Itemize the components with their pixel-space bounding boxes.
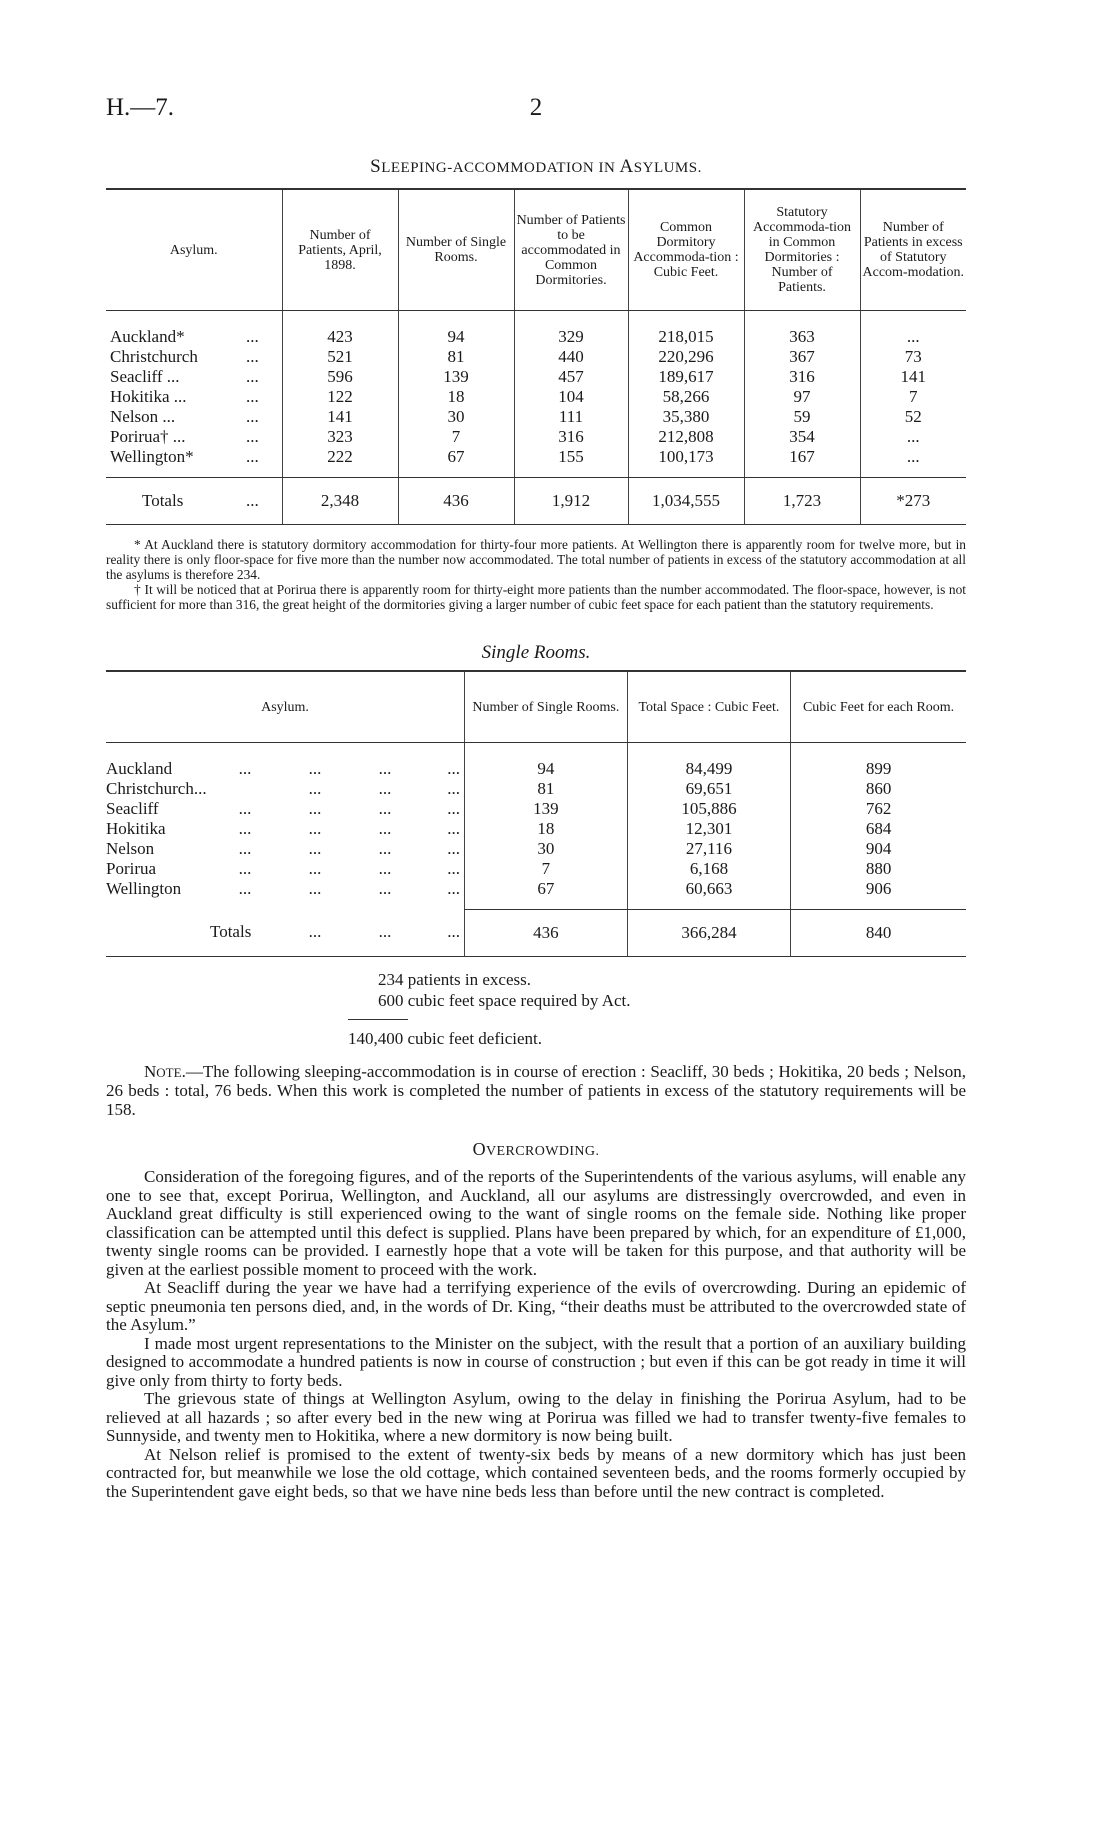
cell-per_room: 860 (791, 779, 966, 799)
cell-common: 329 (514, 327, 628, 347)
cell-excess: 7 (860, 387, 966, 407)
asylum-name: Nelson (106, 839, 155, 858)
cell-cubic: 35,380 (628, 407, 744, 427)
leader-dots: ... (246, 491, 259, 510)
col-header-common-patients: Number of Patients to be accommodated in Common Dormitories. (514, 189, 628, 311)
cell-statutory: 363 (744, 327, 860, 347)
totals-row (106, 909, 966, 956)
col-header-excess: Number of Patients in excess of Statutory Accom-modation. (860, 189, 966, 311)
cell-common: 111 (514, 407, 628, 427)
leader-dots: ... (447, 819, 460, 838)
table-row (106, 879, 966, 899)
table-row (106, 427, 966, 447)
cell-per_room: 684 (791, 819, 966, 839)
cell-space: 105,886 (627, 799, 790, 819)
asylum-name: Hokitika (106, 819, 166, 838)
cell-excess: 141 (860, 367, 966, 387)
cell-single: 30 (398, 407, 514, 427)
cell-cubic: 1,034,555 (628, 478, 744, 525)
cell-common: 104 (514, 387, 628, 407)
asylum-name: Nelson ... (110, 407, 176, 426)
cell-space: 6,168 (627, 859, 790, 879)
cell-common: 440 (514, 347, 628, 367)
cell-rooms: 67 (465, 879, 628, 899)
cell-statutory: 316 (744, 367, 860, 387)
leader-dots: ... (378, 819, 392, 838)
leader-dots: ... (308, 799, 322, 818)
cell-common: 155 (514, 447, 628, 467)
leader-dots: ... (378, 839, 392, 858)
cell-single: 18 (398, 387, 514, 407)
cell-space: 84,499 (627, 759, 790, 779)
leader-dots: ... (378, 779, 392, 798)
table-row (106, 779, 966, 799)
cell-patients: 423 (282, 327, 398, 347)
asylum-name: Totals (142, 491, 184, 510)
leader-dots: ... (238, 819, 252, 838)
cell-patients: 323 (282, 427, 398, 447)
overcrowding-paragraph: The grievous state of things at Wellington Asylum, owing to the delay in finishing the Porirua Asylum, had to be relieved at all hazards ; so after every bed in the new wing at Porirua was filled we had to transfer twenty-five females to Sunnyside, and twenty men to Hokitika, where a new dormitory is now being built. (106, 1389, 966, 1445)
cell-common: 457 (514, 367, 628, 387)
overcrowding-paragraph: At Seacliff during the year we have had a terrifying experience of the evils of overcrowding. During an epidemic of septic pneumonia ten persons died, and, in the words of Dr. King, “their deaths must be attributed to the overcrowded state of the Asylum.” (106, 1278, 966, 1334)
table-row (106, 407, 966, 427)
overcrowding-section (106, 1168, 966, 1501)
cell-space: 69,651 (627, 779, 790, 799)
document-page (106, 0, 966, 1501)
leader-dots: ... (378, 799, 392, 818)
table-row (106, 839, 966, 859)
cell-rooms: 94 (465, 759, 628, 779)
col-header-patients: Number of Patients, April, 1898. (282, 189, 398, 311)
leader-dots: ... (246, 407, 259, 426)
table-row (106, 859, 966, 879)
cell-rooms: 30 (465, 839, 628, 859)
leader-dots: ... (308, 839, 322, 858)
col-header-cubic-feet: Common Dormitory Accommoda-tion : Cubic Feet. (628, 189, 744, 311)
cell-space: 27,116 (627, 839, 790, 859)
cell-patients: 141 (282, 407, 398, 427)
leader-dots: ... (238, 799, 252, 818)
leader-dots: ... (447, 799, 460, 818)
asylum-name: Christchurch... (106, 779, 207, 798)
cell-patients: 122 (282, 387, 398, 407)
cell-excess: ... (860, 447, 966, 467)
cell-excess: *273 (860, 478, 966, 525)
cell-patients: 2,348 (282, 478, 398, 525)
cell-single: 94 (398, 327, 514, 347)
deficiency-calculation (348, 969, 966, 1049)
totals-row (106, 478, 966, 525)
cell-per_room: 762 (791, 799, 966, 819)
cell-single: 81 (398, 347, 514, 367)
leader-dots: ... (308, 779, 322, 798)
asylum-name: Porirua† ... (110, 427, 186, 446)
cell-single: 139 (398, 367, 514, 387)
leader-dots: ... (238, 839, 252, 858)
table-row (106, 759, 966, 779)
leader-dots: ... (246, 387, 259, 406)
cell-cubic: 189,617 (628, 367, 744, 387)
overcrowding-paragraph: At Nelson relief is promised to the extent of twenty-six beds by means of a new dormitory which has just been contracted for, but meanwhile we lose the old cottage, which contained seventeen beds, and the rooms formerly occupied by the Superintendent gave eight beds, so that we have nine beds less than before until the new contract is completed. (106, 1444, 966, 1501)
cell-cubic: 212,808 (628, 427, 744, 447)
leader-dots: ... (246, 347, 259, 366)
calc-line-required: 600 cubic feet space required by Act. (378, 990, 631, 1010)
cell-cubic: 218,015 (628, 327, 744, 347)
leader-dots: ... (246, 327, 259, 346)
asylum-name: Totals (210, 922, 252, 942)
leader-dots: ... (378, 879, 392, 898)
table-row (106, 347, 966, 367)
cell-statutory: 97 (744, 387, 860, 407)
cell-common: 1,912 (514, 478, 628, 525)
note-label-first: N (144, 1061, 157, 1081)
cell-rooms: 81 (465, 779, 628, 799)
note-label-rest: OTE (156, 1064, 182, 1080)
table1-footnotes (106, 537, 966, 612)
leader-dots: ... (308, 759, 322, 778)
calc-result: 140,400 cubic feet deficient. (348, 1028, 543, 1048)
col-header-cubic-per-room: Cubic Feet for each Room. (791, 671, 966, 743)
leader-dots: ... (246, 367, 259, 386)
cell-statutory: 367 (744, 347, 860, 367)
leader-dots: ... (378, 759, 392, 778)
leader-dots: ... (246, 447, 259, 466)
table-row (106, 819, 966, 839)
leader-dots: ... (378, 859, 392, 878)
leader-dots: ... (246, 427, 259, 446)
col-header-single-rooms: Number of Single Rooms. (398, 189, 514, 311)
asylum-name: Wellington* (110, 447, 194, 466)
leader-dots: ... (238, 759, 252, 778)
cell-cubic: 100,173 (628, 447, 744, 467)
cell-per_room: 906 (791, 879, 966, 899)
table2-bottom-rule (106, 956, 966, 957)
table-row (106, 367, 966, 387)
asylum-name: Auckland (106, 759, 173, 778)
col-header-statutory: Statutory Accommoda-tion in Common Dormitories : Number of Patients. (744, 189, 860, 311)
cell-statutory: 354 (744, 427, 860, 447)
leader-dots: ... (447, 922, 460, 942)
cell-patients: 521 (282, 347, 398, 367)
cell-excess: 52 (860, 407, 966, 427)
calc-rule (348, 1019, 408, 1020)
page-header (106, 0, 966, 120)
cell-excess: 73 (860, 347, 966, 367)
asylum-name: Seacliff (106, 799, 159, 818)
table1-title: SLEEPING-ACCOMMODATION IN ASYLUMS. (370, 156, 702, 177)
leader-dots: ... (238, 879, 252, 898)
table-row (106, 799, 966, 819)
cell-statutory: 1,723 (744, 478, 860, 525)
leader-dots: ... (447, 759, 460, 778)
leader-dots: ... (447, 859, 460, 878)
cell-per_room: 899 (791, 759, 966, 779)
cell-patients: 222 (282, 447, 398, 467)
table-row (106, 327, 966, 347)
table2-title: Single Rooms. (481, 642, 591, 663)
cell-statutory: 167 (744, 447, 860, 467)
cell-excess: ... (860, 427, 966, 447)
cell-patients: 596 (282, 367, 398, 387)
col-header-total-space: Total Space : Cubic Feet. (627, 671, 790, 743)
footnote-dagger: † It will be noticed that at Porirua there is apparently room for thirty-eight more patients than the number accommodated. The floor-space, however, is not sufficient for more than 316, the great height of the dormitories giving a larger number of cubic feet space for each patient than the statutory requirements. (106, 582, 966, 612)
cell-space: 12,301 (627, 819, 790, 839)
leader-dots: ... (447, 879, 460, 898)
col-header-asylum: Asylum. (106, 189, 282, 311)
asylum-name: Seacliff ... (110, 367, 180, 386)
table-row (106, 447, 966, 467)
leader-dots: ... (308, 922, 322, 942)
cell-rooms: 436 (465, 909, 628, 956)
asylum-name: Porirua (106, 859, 157, 878)
col-header-single-rooms: Number of Single Rooms. (465, 671, 628, 743)
cell-single: 7 (398, 427, 514, 447)
cell-statutory: 59 (744, 407, 860, 427)
single-rooms-table (106, 670, 966, 956)
asylum-name: Auckland* (110, 327, 185, 346)
cell-per_room: 904 (791, 839, 966, 859)
cell-rooms: 139 (465, 799, 628, 819)
cell-per_room: 880 (791, 859, 966, 879)
cell-single: 67 (398, 447, 514, 467)
footnote-asterisk: * At Auckland there is statutory dormitory accommodation for thirty-four more patients. At Wellington there is apparently room for twelve more, but in reality there is only floor-space for five more than the number now accommodated. The total number of patients in excess of the statutory accommodation at all the asylums is therefore 234. (106, 537, 966, 582)
overcrowding-paragraph: Consideration of the foregoing figures, and of the reports of the Superintendents of the various asylums, will enable any one to see that, except Porirua, Wellington, and Auckland, all our asylums are distressingly overcrowded, and even in Auckland great difficulty is still experienced owing to the want of single rooms on the female side. Nothing like proper classification can be attempted until this defect is supplied. Plans have been prepared by which, for an expenditure of £1,000, twenty single rooms can be provided. I earnestly hope that a vote will be taken for this purpose, and that authority will be given at the earliest possible moment to proceed with the work. (106, 1167, 966, 1279)
cell-rooms: 7 (465, 859, 628, 879)
asylum-name: Wellington (106, 879, 182, 898)
leader-dots: ... (447, 839, 460, 858)
cell-cubic: 220,296 (628, 347, 744, 367)
overcrowding-heading: OVERCROWDING. (472, 1139, 600, 1159)
leader-dots: ... (308, 859, 322, 878)
cell-common: 316 (514, 427, 628, 447)
cell-rooms: 18 (465, 819, 628, 839)
asylum-name: Hokitika ... (110, 387, 187, 406)
calc-line-excess: 234 patients in excess. (378, 969, 531, 989)
cell-per_room: 840 (791, 909, 966, 956)
cell-excess: ... (860, 327, 966, 347)
overcrowding-paragraph: I made most urgent representations to the Minister on the subject, with the result that a portion of an auxiliary building designed to accommodate a hundred patients is now in course of construction ; but even if this can be got ready in time it will give only from thirty to forty beds. (106, 1333, 966, 1390)
leader-dots: ... (308, 879, 322, 898)
cell-space: 60,663 (627, 879, 790, 899)
cell-single: 436 (398, 478, 514, 525)
col-header-asylum: Asylum. (106, 671, 465, 743)
leader-dots: ... (447, 779, 460, 798)
table-row (106, 387, 966, 407)
table1-bottom-rule (106, 524, 966, 525)
note-paragraph (106, 1063, 966, 1120)
sleeping-accommodation-table (106, 188, 966, 524)
asylum-name: Christchurch (110, 347, 198, 366)
leader-dots: ... (378, 922, 392, 942)
cell-cubic: 58,266 (628, 387, 744, 407)
page-number: 2 (529, 94, 543, 121)
document-reference: H.—7. (106, 94, 175, 121)
leader-dots: ... (308, 819, 322, 838)
cell-space: 366,284 (627, 909, 790, 956)
note-text: .—The following sleeping-accommodation is in course of erection : Seacliff, 30 beds ; Hokitika, 20 beds ; Nelson, 26 beds : total, 76 beds. When this work is completed the number of patients in excess of the statutory requirements will be 158. (106, 1061, 966, 1119)
leader-dots: ... (238, 859, 252, 878)
